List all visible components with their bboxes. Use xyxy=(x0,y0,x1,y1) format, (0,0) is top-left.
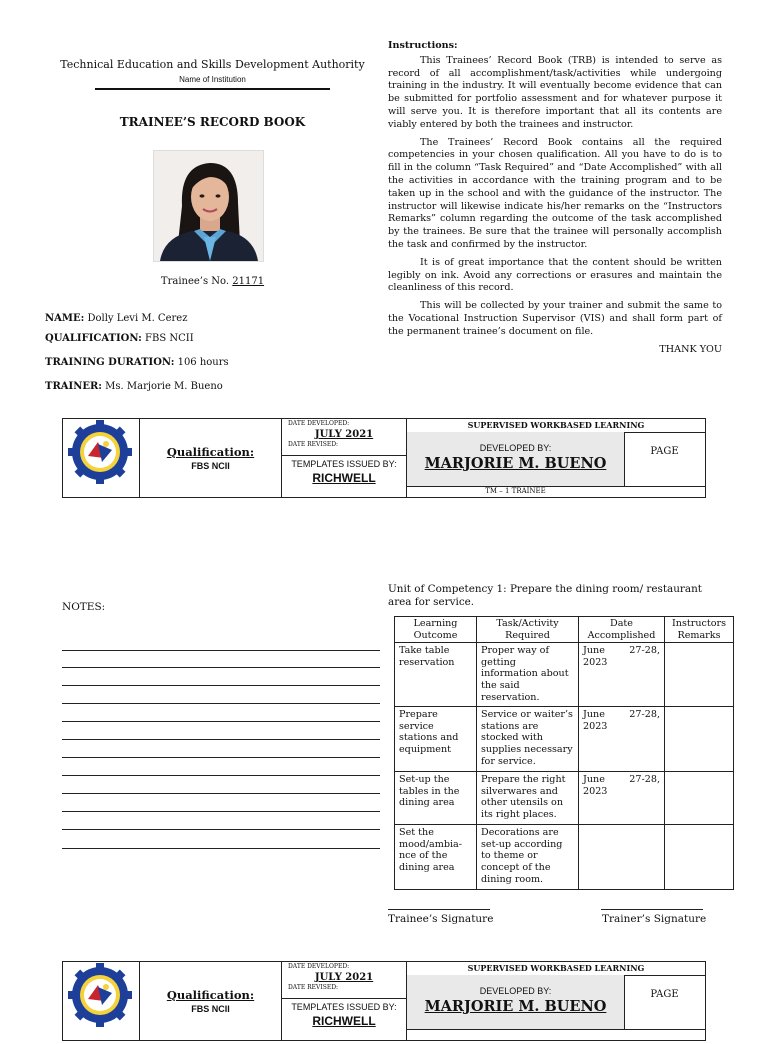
note-line xyxy=(62,721,380,722)
date-year: 2023 xyxy=(583,656,608,668)
outcome-cell: Set the mood/ambia-nce of the dining area xyxy=(395,825,477,890)
note-line xyxy=(62,757,380,758)
task-cell: Prepare the right silverwares and other utensils on its right places. xyxy=(477,772,579,825)
tesda-logo-icon xyxy=(63,419,139,497)
outcome-cell: Prepare service stations and equipment xyxy=(395,707,477,772)
qualification-value: FBS NCII xyxy=(191,1004,230,1014)
date-developed-value: JULY 2021 xyxy=(314,972,374,983)
date-month: June xyxy=(583,709,605,721)
footer-table xyxy=(62,961,706,1041)
field-label: NAME: xyxy=(45,313,85,324)
date-days: 27-28, xyxy=(629,645,660,657)
developed-by-label: DEVELOPED BY: xyxy=(479,443,552,453)
qualification-label: Qualification: xyxy=(166,988,255,1002)
trainee-number-label: Trainee’s No. xyxy=(160,276,230,287)
footer-table xyxy=(62,418,706,498)
date-cell xyxy=(282,962,407,1040)
tesda-logo-icon xyxy=(63,962,139,1040)
column-header: Instructors Remarks xyxy=(665,617,734,643)
note-line xyxy=(62,703,380,704)
qualification-value: FBS NCII xyxy=(191,461,230,471)
date-days: 27-28, xyxy=(629,709,660,721)
column-header: Task/Activity Required xyxy=(477,617,579,643)
column-header: Learning Outcome xyxy=(395,617,477,643)
remarks-cell xyxy=(665,643,734,707)
outcome-cell: Set-up the tables in the dining area xyxy=(395,772,477,825)
field-value: Dolly Levi M. Cerez xyxy=(87,313,188,324)
trainee-number xyxy=(60,276,365,287)
date-cell xyxy=(579,825,665,890)
remarks-cell xyxy=(665,825,734,890)
date-divider xyxy=(282,455,406,456)
thank-you: THANK YOU xyxy=(659,343,722,355)
instructions-title: Instructions: xyxy=(388,40,458,51)
date-developed-label: DATE DEVELOPED: xyxy=(288,963,350,970)
field-label: TRAINER: xyxy=(45,381,102,392)
note-line xyxy=(62,739,380,740)
field-value: FBS NCII xyxy=(145,333,194,344)
tm-label: TM – 1 TRAINEE xyxy=(485,487,546,495)
competency-table xyxy=(394,616,734,890)
instructions-paragraph: This will be collected by your trainer and submit the same to the Vocational Instruction Supervisor (VIS) and shall form part of the permanent trainee’s document on file. xyxy=(388,300,722,337)
trainer-signature-label: Trainer’s Signature xyxy=(602,913,707,925)
field-name xyxy=(45,313,187,324)
logo-cell xyxy=(63,419,140,497)
date-year: 2023 xyxy=(583,720,608,732)
developed-by-cell xyxy=(407,432,625,487)
trainee-signature-label: Trainee’s Signature xyxy=(388,913,494,925)
field-training-duration xyxy=(45,357,229,368)
developed-by-name: MARJORIE M. BUENO xyxy=(424,998,607,1015)
templates-label: TEMPLATES ISSUED BY: xyxy=(291,459,397,469)
remarks-cell xyxy=(665,707,734,772)
program-cell xyxy=(407,962,705,1040)
note-line xyxy=(62,811,380,812)
field-trainer xyxy=(45,381,223,392)
notes-label: NOTES: xyxy=(62,601,106,613)
date-divider xyxy=(282,998,406,999)
program-cell xyxy=(407,419,705,497)
remarks-cell xyxy=(665,772,734,825)
field-value: 106 hours xyxy=(177,357,229,368)
date-month: June xyxy=(583,645,605,657)
date-cell xyxy=(579,643,665,707)
date-year: 2023 xyxy=(583,785,608,797)
trainee-number-value: 21171 xyxy=(232,276,265,287)
task-cell: Decorations are set-up according to theme or concept of the dining room. xyxy=(477,825,579,890)
task-cell: Service or waiter’s stations are stocked with supplies necessary for service. xyxy=(477,707,579,772)
templates-label: TEMPLATES ISSUED BY: xyxy=(291,1002,397,1012)
table-row xyxy=(395,825,734,890)
note-line xyxy=(62,793,380,794)
logo-cell xyxy=(63,962,140,1040)
unit-of-competency: Unit of Competency 1: Prepare the dining room/ restaurant area for service. xyxy=(388,583,702,608)
table-header-row xyxy=(395,617,734,643)
page-label: PAGE xyxy=(624,975,705,1030)
qualification-cell xyxy=(140,419,282,497)
program-title: SUPERVISED WORKBASED LEARNING xyxy=(407,962,705,976)
field-label: QUALIFICATION: xyxy=(45,333,142,344)
date-revised-label: DATE REVISED: xyxy=(288,984,339,991)
note-line xyxy=(62,667,380,668)
instructions-paragraph: The Trainees’ Record Book contains all the required competencies in your chosen qualification. All you have to do is to fill in the column “Task Required” and “Date Accomplished” with all the activities in accordance with the training program and to be taken up in the school and with the guidance of the instructor. The instructor will likewise indicate his/her remarks on the “Instructors Remarks” column regarding the outcome of the task accomplished by the trainees. Be sure that the trainee will personally accomplish the task and confirmed by the instructor. xyxy=(388,136,722,250)
date-cell xyxy=(282,419,407,497)
templates-value: RICHWELL xyxy=(312,1014,376,1028)
date-month: June xyxy=(583,774,605,786)
field-qualification xyxy=(45,333,194,344)
note-line xyxy=(62,848,380,849)
developed-by-name: MARJORIE M. BUENO xyxy=(424,455,607,472)
date-developed-label: DATE DEVELOPED: xyxy=(288,420,350,427)
institution-rule xyxy=(95,88,330,90)
trainee-signature-line xyxy=(388,909,490,910)
date-developed-value: JULY 2021 xyxy=(314,429,374,440)
field-value: Ms. Marjorie M. Bueno xyxy=(105,381,223,392)
developed-by-label: DEVELOPED BY: xyxy=(479,986,552,996)
task-cell: Proper way of getting information about the said reservation. xyxy=(477,643,579,707)
trainee-photo xyxy=(153,150,264,262)
institution-label: Name of Institution xyxy=(179,75,246,84)
table-row xyxy=(395,772,734,825)
date-cell xyxy=(579,707,665,772)
institution-name: Technical Education and Skills Development Authority xyxy=(60,58,365,71)
note-line xyxy=(62,829,380,830)
instructions-paragraph: It is of great importance that the content should be written legibly on ink. Avoid any corrections or erasures and maintain the cleanliness of this record. xyxy=(388,256,722,294)
developed-by-cell xyxy=(407,975,625,1030)
trainer-signature-line xyxy=(601,909,703,910)
book-title: TRAINEE’S RECORD BOOK xyxy=(119,115,306,129)
table-row xyxy=(395,707,734,772)
program-title: SUPERVISED WORKBASED LEARNING xyxy=(407,419,705,433)
table-row xyxy=(395,643,734,707)
templates-value: RICHWELL xyxy=(312,471,376,485)
field-label: TRAINING DURATION: xyxy=(45,357,175,368)
note-line xyxy=(62,775,380,776)
instructions xyxy=(388,40,722,356)
note-line xyxy=(62,650,380,651)
page-label: PAGE xyxy=(624,432,705,487)
qualification-cell xyxy=(140,962,282,1040)
date-cell xyxy=(579,772,665,825)
instructions-paragraph: This Trainees’ Record Book (TRB) is intended to serve as record of all accomplishment/task/activities while undergoing training in the industry. It will eventually become evidence that can be submitted for portfolio assessment and for whatever purpose it will serve you. It is therefore important that all its contents are viably entered by both the trainees and instructor. xyxy=(388,54,722,130)
date-revised-label: DATE REVISED: xyxy=(288,441,339,448)
date-days: 27-28, xyxy=(629,774,660,786)
column-header: Date Accomplished xyxy=(579,617,665,643)
qualification-label: Qualification: xyxy=(166,445,255,459)
note-line xyxy=(62,685,380,686)
outcome-cell: Take table reservation xyxy=(395,643,477,707)
